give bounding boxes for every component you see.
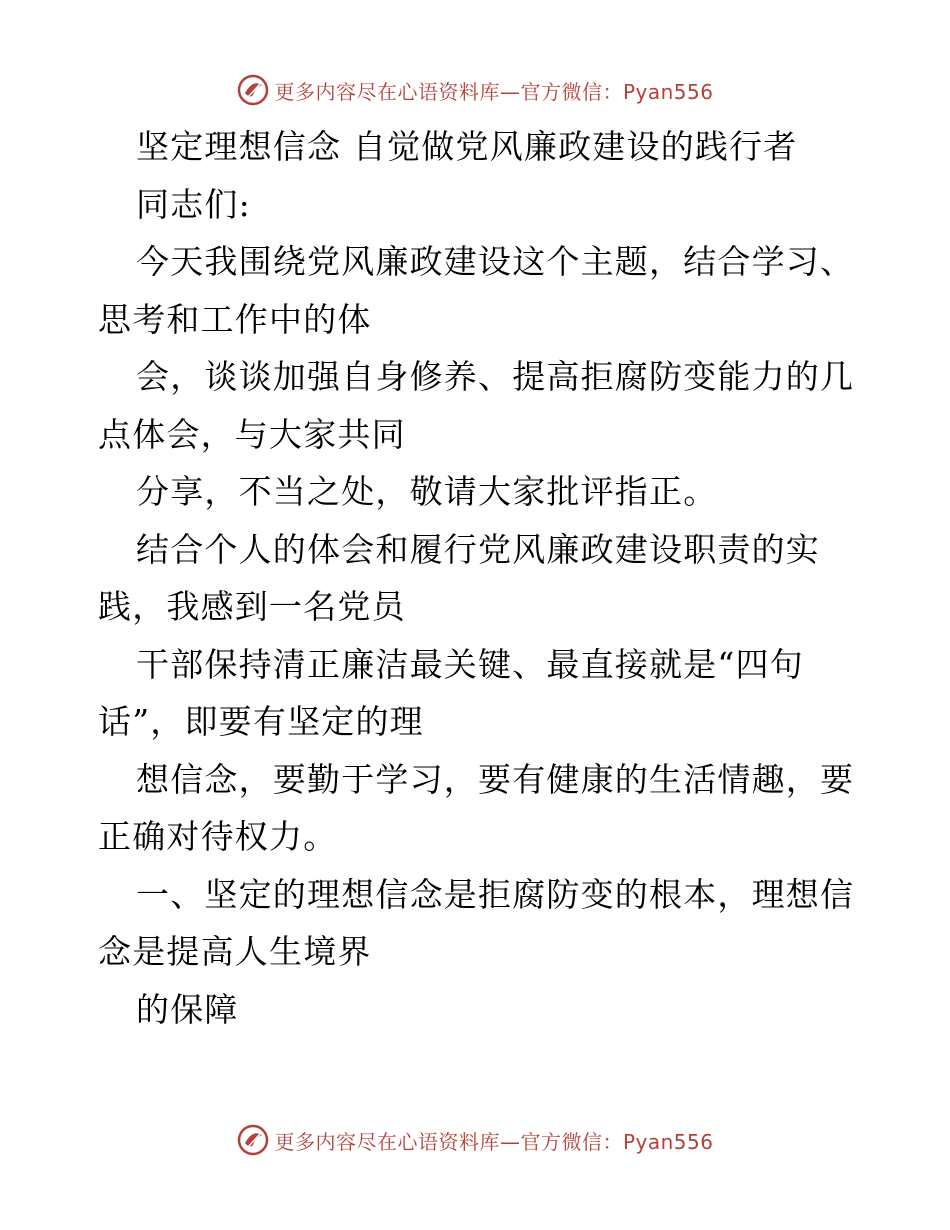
paragraph-line: 正确对待权力。 [98, 817, 338, 856]
salutation: 同志们: [136, 184, 251, 224]
paragraph-line: 点体会，与大家共同 [98, 414, 406, 454]
paragraph-line: 话”，即要有坚定的理 [98, 702, 424, 741]
footer-watermark [0, 1120, 950, 1160]
paragraph-line: 干部保持清正廉洁最关键、最直接就是“四句 [136, 644, 804, 684]
brand-logo-icon [236, 1123, 270, 1157]
paragraph-line: 今天我围绕党风廉政建设这个主题，结合学习、 [136, 242, 855, 281]
watermark-text: 更多内容尽在心语资料库—官方微信：Pyan556 [274, 79, 714, 104]
brand-logo-icon [236, 73, 270, 107]
watermark-text: 更多内容尽在心语资料库—官方微信：Pyan556 [274, 1129, 714, 1154]
paragraph-line: 思考和工作中的体 [98, 299, 372, 339]
section-heading-line: 一、坚定的理想信念是拒腐防变的根本，理想信 [136, 874, 855, 914]
paragraph-line: 会，谈谈加强自身修养、提高拒腐防变能力的几 [136, 357, 855, 396]
document-title: 坚定理想信念 自觉做党风廉政建设的践行者 [136, 127, 798, 166]
paragraph-line: 想信念，要勤于学习，要有健康的生活情趣，要 [136, 759, 855, 799]
header-watermark [0, 70, 950, 110]
section-heading-line: 的保障 [136, 989, 239, 1029]
paragraph-line: 分享，不当之处，敬请大家批评指正。 [136, 472, 718, 511]
paragraph-line: 践，我感到一名党员 [98, 587, 406, 626]
document-body [98, 118, 858, 1038]
paragraph-line: 结合个人的体会和履行党风廉政建设职责的实 [136, 529, 820, 569]
section-heading-line: 念是提高人生境界 [98, 932, 372, 971]
